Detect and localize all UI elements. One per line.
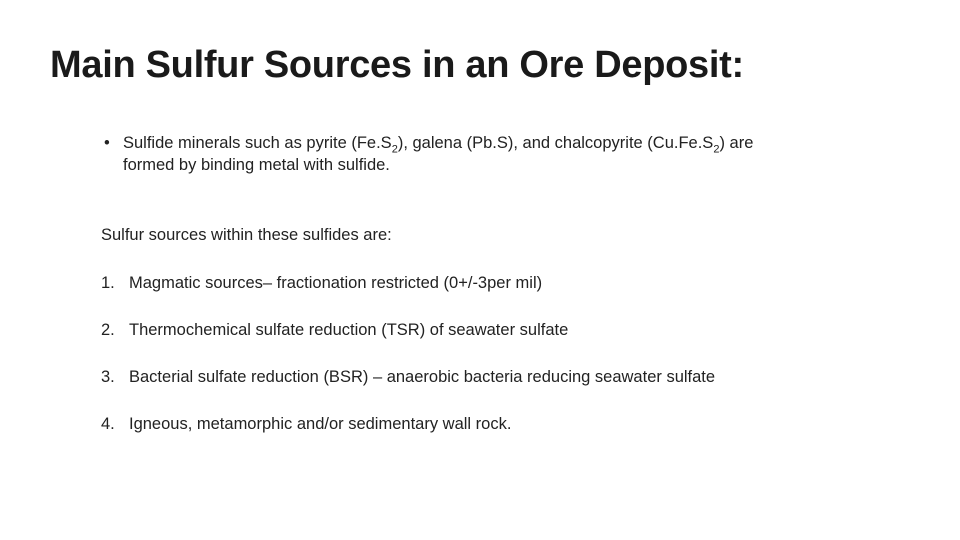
list-text: Igneous, metamorphic and/or sedimentary wall rock. (129, 415, 512, 433)
list-number: 1. (101, 274, 115, 292)
bullet-text-part: Sulfide minerals such as pyrite (Fe.S (123, 134, 392, 152)
bullet-text-part: ), galena (Pb.S), and chalcopyrite (Cu.Fe.S (397, 134, 714, 152)
bullet-text (104, 132, 804, 176)
list-item (101, 274, 715, 321)
bullet-item (104, 132, 804, 176)
intro-text: Sulfur sources within these sulfides are: (101, 226, 392, 244)
list-number: 2. (101, 321, 115, 339)
list-item (101, 321, 715, 368)
list-number: 4. (101, 415, 115, 433)
list-text: Magmatic sources– fractionation restricted (0+/-3per mil) (129, 274, 543, 292)
list-text: Thermochemical sulfate reduction (TSR) of seawater sulfate (129, 321, 569, 339)
list-item (101, 368, 715, 415)
slide-title: Main Sulfur Sources in an Ore Deposit: (50, 44, 744, 86)
numbered-list (101, 274, 715, 462)
list-text: Bacterial sulfate reduction (BSR) – anaerobic bacteria reducing seawater sulfate (129, 368, 716, 386)
subscript: 2 (713, 143, 720, 156)
bullet-text-part: ) are formed by binding metal with sulfide. (123, 134, 754, 174)
list-item (101, 415, 715, 462)
subscript: 2 (391, 143, 398, 156)
list-number: 3. (101, 368, 115, 386)
bullet-dot: • (104, 134, 110, 152)
